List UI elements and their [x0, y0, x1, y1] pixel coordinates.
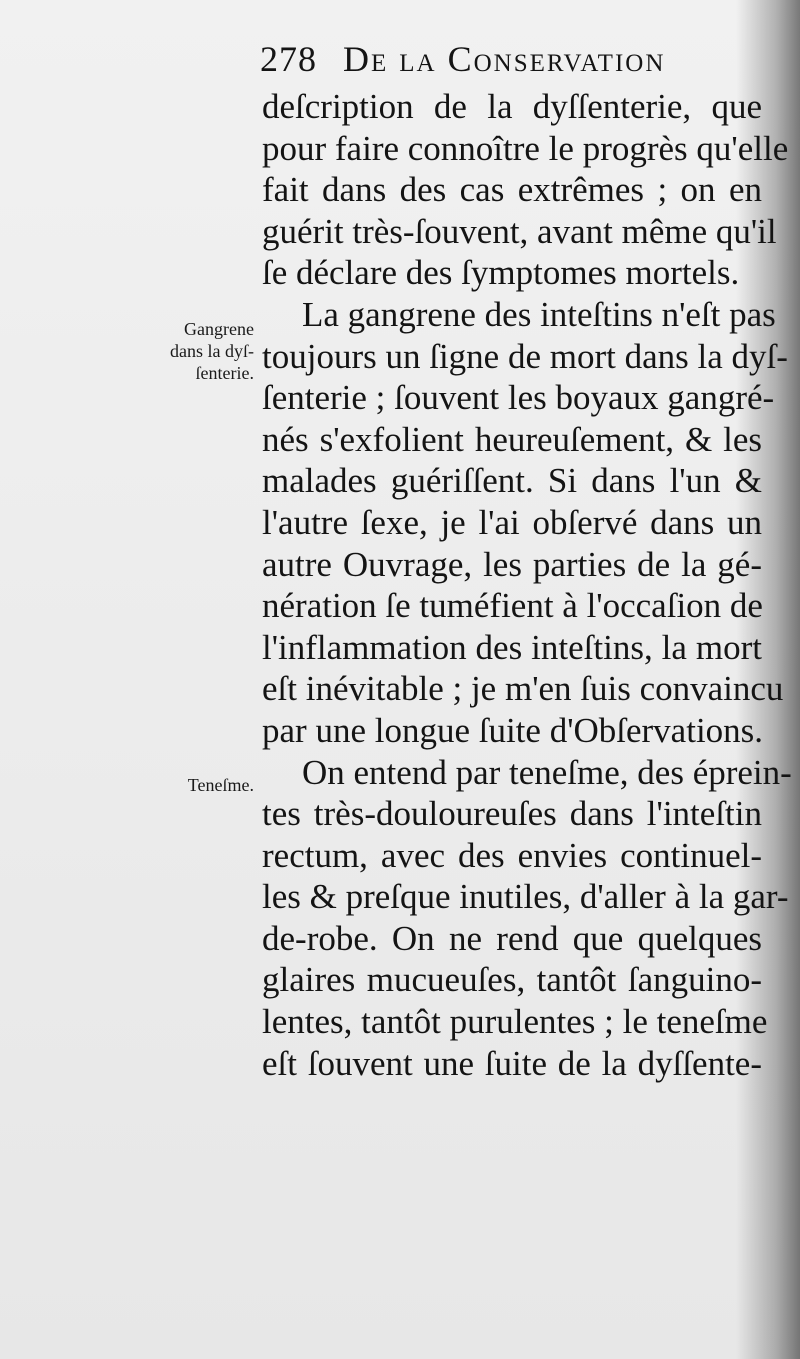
text-line: par une longue ſuite d'Obſervations. — [262, 710, 764, 750]
text-line: malades guériſſent. Si dans l'un & — [262, 461, 762, 501]
text-line: tes très-douloureuſes dans l'inteſtin — [262, 794, 762, 834]
text-line: glaires mucueuſes, tantôt ſanguino- — [262, 960, 762, 1000]
margin-note-line: Teneſme. — [187, 775, 254, 795]
margin-note-line: ſenterie. — [195, 363, 254, 383]
text-line: ſe déclare des ſymptomes mortels. — [262, 253, 740, 293]
margin-note-gangrene — [120, 318, 254, 384]
text-line: eſt ſouvent une ſuite de la dyſſente- — [262, 1043, 762, 1083]
text-line: nés s'exfolient heureuſement, & les — [262, 419, 762, 459]
text-line: l'inflammation des inteſtins, la mort — [262, 627, 762, 667]
margin-note-tenesme — [140, 774, 254, 796]
text-line: guérit très-ſouvent, avant même qu'il — [262, 211, 777, 251]
running-header — [260, 38, 665, 86]
margin-note-line: Gangrene — [184, 319, 254, 339]
text-line: rectum, avec des envies continuel- — [262, 835, 762, 875]
text-line: pour faire connoître le progrès qu'elle — [262, 128, 789, 168]
running-title: De la Conservation — [343, 39, 666, 79]
text-line: les & preſque inutiles, d'aller à la gar- — [262, 877, 789, 917]
text-line: On entend par teneſme, des éprein- — [302, 752, 792, 792]
page-number: 278 — [260, 39, 317, 79]
text-line: deſcription de la dyſſenterie, que — [262, 87, 762, 126]
text-line: eſt inévitable ; je m'en ſuis convaincu — [262, 669, 784, 709]
text-line: lentes, tantôt purulentes ; le teneſme — [262, 1002, 768, 1042]
text-line: nération ſe tuméfient à l'occaſion de — [262, 586, 763, 626]
text-line: fait dans des cas extrêmes ; on en — [262, 170, 762, 210]
text-line: autre Ouvrage, les parties de la gé- — [262, 544, 762, 584]
text-line: l'autre ſexe, je l'ai obſervé dans un — [262, 502, 762, 542]
text-line: La gangrene des inteſtins n'eſt pas — [302, 294, 776, 334]
text-line: de-robe. On ne rend que quelques — [262, 918, 762, 958]
body-text — [262, 86, 792, 1084]
margin-note-line: dans la dyſ- — [170, 341, 254, 361]
text-line: ſenterie ; ſouvent les boyaux gangré- — [262, 378, 775, 418]
text-line: toujours un ſigne de mort dans la dyſ- — [262, 336, 788, 376]
